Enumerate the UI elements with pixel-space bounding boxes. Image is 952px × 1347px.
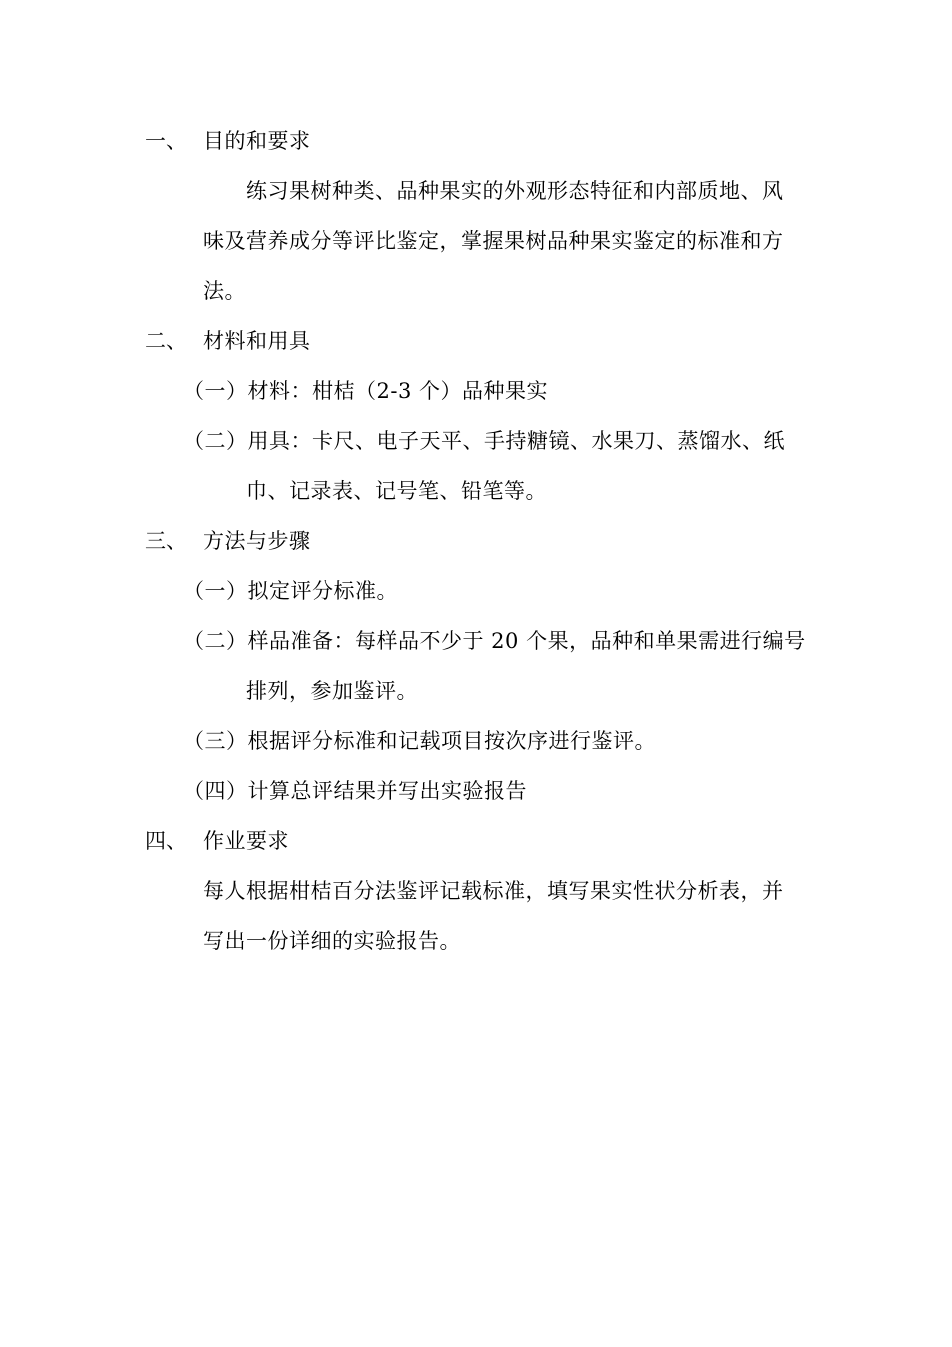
section-2-number: 二、 <box>145 329 187 353</box>
section-3-number: 三、 <box>145 529 187 553</box>
section-3-item-4: （四）计算总评结果并写出实验报告 <box>183 779 527 803</box>
section-2-item-1: （一）材料：柑桔（2-3 个）品种果实 <box>183 379 548 403</box>
section-3-title: 方法与步骤 <box>203 529 311 553</box>
section-1-body-line-3: 法。 <box>203 279 246 303</box>
section-4-number: 四、 <box>145 829 187 853</box>
section-1-body-line-2: 味及营养成分等评比鉴定，掌握果树品种果实鉴定的标准和方 <box>203 229 784 253</box>
section-2-title: 材料和用具 <box>203 329 311 353</box>
section-3-item-2: （二）样品准备：每样品不少于 20 个果，品种和单果需进行编号 <box>183 629 806 653</box>
section-4-body-line-1: 每人根据柑桔百分法鉴评记载标准，填写果实性状分析表，并 <box>203 879 784 903</box>
section-1-body-line-1: 练习果树种类、品种果实的外观形态特征和内部质地、风 <box>246 179 784 203</box>
section-1-number: 一、 <box>145 129 187 153</box>
section-4-title: 作业要求 <box>203 829 289 853</box>
section-4-body-line-2: 写出一份详细的实验报告。 <box>203 929 461 953</box>
section-2-item-2-continued: 巾、记录表、记号笔、铅笔等。 <box>246 479 547 503</box>
section-3-item-3: （三）根据评分标准和记载项目按次序进行鉴评。 <box>183 729 656 753</box>
section-3-item-2-continued: 排列，参加鉴评。 <box>246 679 418 703</box>
section-1-title: 目的和要求 <box>203 129 311 153</box>
section-3-item-1: （一）拟定评分标准。 <box>183 579 398 603</box>
section-2-item-2: （二）用具：卡尺、电子天平、手持糖镜、水果刀、蒸馏水、纸 <box>183 429 785 453</box>
